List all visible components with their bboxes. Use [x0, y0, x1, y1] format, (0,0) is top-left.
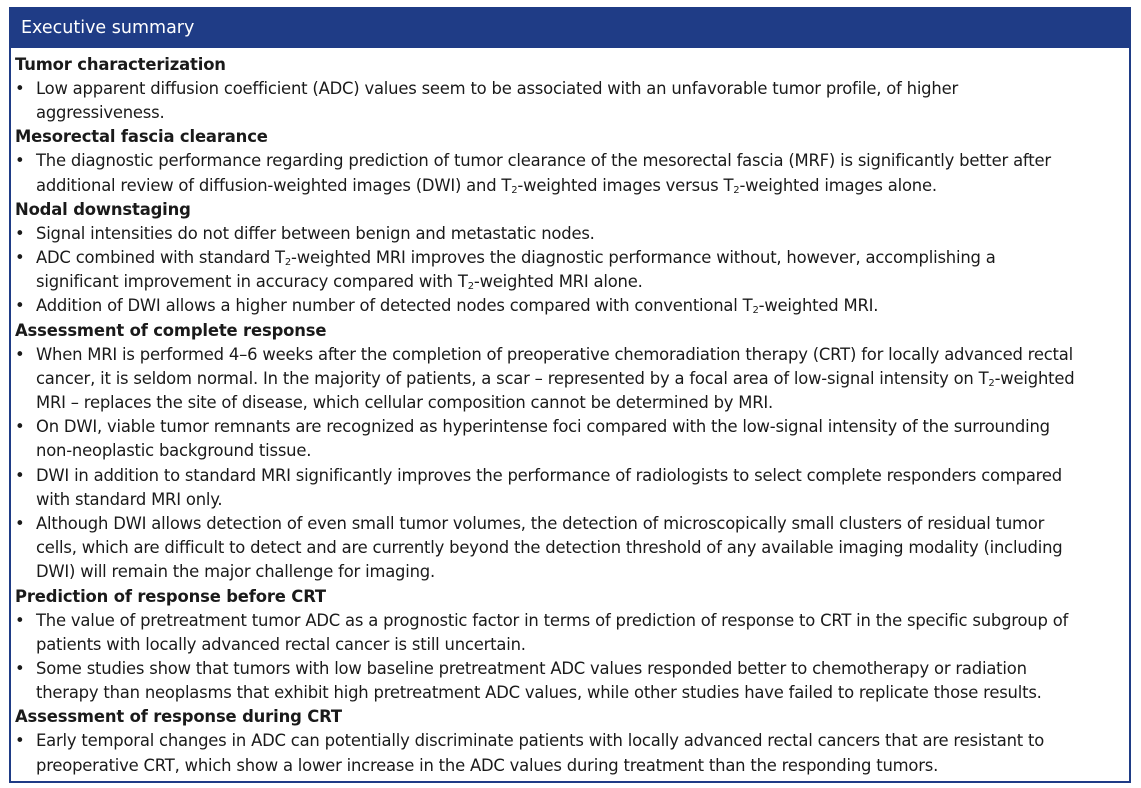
bullet-line: non-neoplastic background tissue.: [36, 441, 312, 461]
bullet-item: [15, 512, 1125, 585]
bullet-line: preoperative CRT, which show a lower increase in the ADC values during treatment than the responding tumors.: [36, 755, 939, 775]
bullet-line: ADC combined with standard $T_2$-weighted MRI improves the diagnostic performance without, however, accomplishing a: [36, 248, 996, 269]
bullet-item: [15, 729, 1125, 777]
bullet-dot-icon: •: [15, 731, 25, 751]
bullet-text: [36, 415, 1125, 463]
section-title: Tumor characterization: [15, 55, 226, 74]
bullet-line: patients with locally advanced rectal cancer is still uncertain.: [36, 634, 526, 654]
bullet-text: [36, 729, 1125, 777]
bullet-dot-icon: •: [15, 344, 25, 364]
bullet-line: Early temporal changes in ADC can potentially discriminate patients with locally advanced rectal cancers that are resistant to: [36, 731, 1045, 751]
bullet-line: On DWI, viable tumor remnants are recognized as hyperintense foci compared with the low-signal intensity of the surrounding: [36, 417, 1050, 437]
bullet-item: [15, 343, 1125, 416]
bullet-line: with standard MRI only.: [36, 489, 223, 509]
bullet-text: [36, 294, 1125, 318]
section-title: Prediction of response before CRT: [15, 586, 326, 606]
bullet-item: [15, 222, 1125, 246]
bullet-dot-icon: •: [15, 79, 25, 98]
bullet-line: cells, which are difficult to detect and are currently beyond the detection threshold of any available imaging modality (including: [36, 538, 1063, 558]
summary-content: [11, 48, 1129, 778]
box-title: Executive summary: [21, 18, 195, 38]
bullet-line: cancer, it is seldom normal. In the majority of patients, a scar – represented by a focal area of low-signal intensity on $T_2$-weighted: [36, 368, 1075, 389]
box-header: [11, 9, 1129, 48]
section-title: Assessment of complete response: [15, 320, 327, 340]
bullet-line: Some studies show that tumors with low baseline pretreatment ADC values responded better to chemotherapy or radiation: [36, 659, 1027, 679]
bullet-item: [15, 657, 1125, 705]
bullet-item: [15, 415, 1125, 463]
bullet-dot-icon: •: [15, 151, 25, 171]
bullet-item: [15, 294, 1125, 318]
bullet-item: [15, 149, 1125, 197]
bullet-dot-icon: •: [15, 296, 25, 316]
bullet-line: aggressiveness.: [36, 103, 165, 123]
section-title: Mesorectal fascia clearance: [15, 127, 268, 147]
bullet-line: Although DWI allows detection of even small tumor volumes, the detection of microscopically small clusters of residual tumor: [36, 514, 1045, 534]
bullet-dot-icon: •: [15, 417, 25, 437]
bullet-dot-icon: •: [15, 514, 25, 534]
bullet-item: [15, 609, 1125, 657]
bullet-text: [36, 512, 1125, 585]
bullet-dot-icon: •: [15, 248, 25, 268]
bullet-dot-icon: •: [15, 659, 25, 679]
bullet-text: [36, 246, 1125, 294]
bullet-text: [36, 657, 1125, 705]
bullet-line: The diagnostic performance regarding prediction of tumor clearance of the mesorectal fascia (MRF) is significantly better after: [36, 151, 1051, 171]
bullet-line: Addition of DWI allows a higher number of detected nodes compared with conventional $T_2$-weighted MRI.: [36, 296, 879, 317]
bullet-text: [36, 343, 1125, 416]
bullet-item: [15, 77, 1125, 125]
section-title: Assessment of response during CRT: [15, 707, 342, 727]
bullet-line: The value of pretreatment tumor ADC as a prognostic factor in terms of prediction of response to CRT in the specific subgroup of: [36, 610, 1069, 630]
bullet-line: DWI in addition to standard MRI significantly improves the performance of radiologists to select complete responders compared: [36, 465, 1062, 485]
bullet-text: [36, 149, 1125, 197]
bullet-line: MRI – replaces the site of disease, which cellular composition cannot be determined by MRI.: [36, 393, 774, 413]
bullet-text: [36, 222, 1125, 246]
bullet-dot-icon: •: [15, 610, 25, 630]
bullet-text: [36, 609, 1125, 657]
bullet-line: When MRI is performed 4–6 weeks after the completion of preoperative chemoradiation therapy (CRT) for locally advanced rectal: [36, 344, 1073, 364]
bullet-text: [36, 464, 1125, 512]
bullet-line: significant improvement in accuracy compared with $T_2$-weighted MRI alone.: [36, 272, 643, 293]
bullet-item: [15, 464, 1125, 512]
bullet-line: Signal intensities do not differ between benign and metastatic nodes.: [36, 223, 595, 243]
bullet-line: DWI) will remain the major challenge for imaging.: [36, 562, 436, 582]
bullet-text: [36, 77, 1125, 125]
bullet-line: additional review of diffusion-weighted images (DWI) and $T_2$-weighted images versus $T_2$-weighted images alone.: [36, 175, 937, 196]
bullet-dot-icon: •: [15, 223, 25, 243]
bullet-dot-icon: •: [15, 465, 25, 485]
executive-summary-box: [9, 7, 1131, 783]
section-title: Nodal downstaging: [15, 199, 191, 219]
bullet-item: [15, 246, 1125, 294]
bullet-line: Low apparent diffusion coefficient (ADC) values seem to be associated with an unfavorable tumor profile, of higher: [36, 79, 958, 98]
bullet-line: therapy than neoplasms that exhibit high pretreatment ADC values, while other studies have failed to replicate those results.: [36, 683, 1042, 703]
